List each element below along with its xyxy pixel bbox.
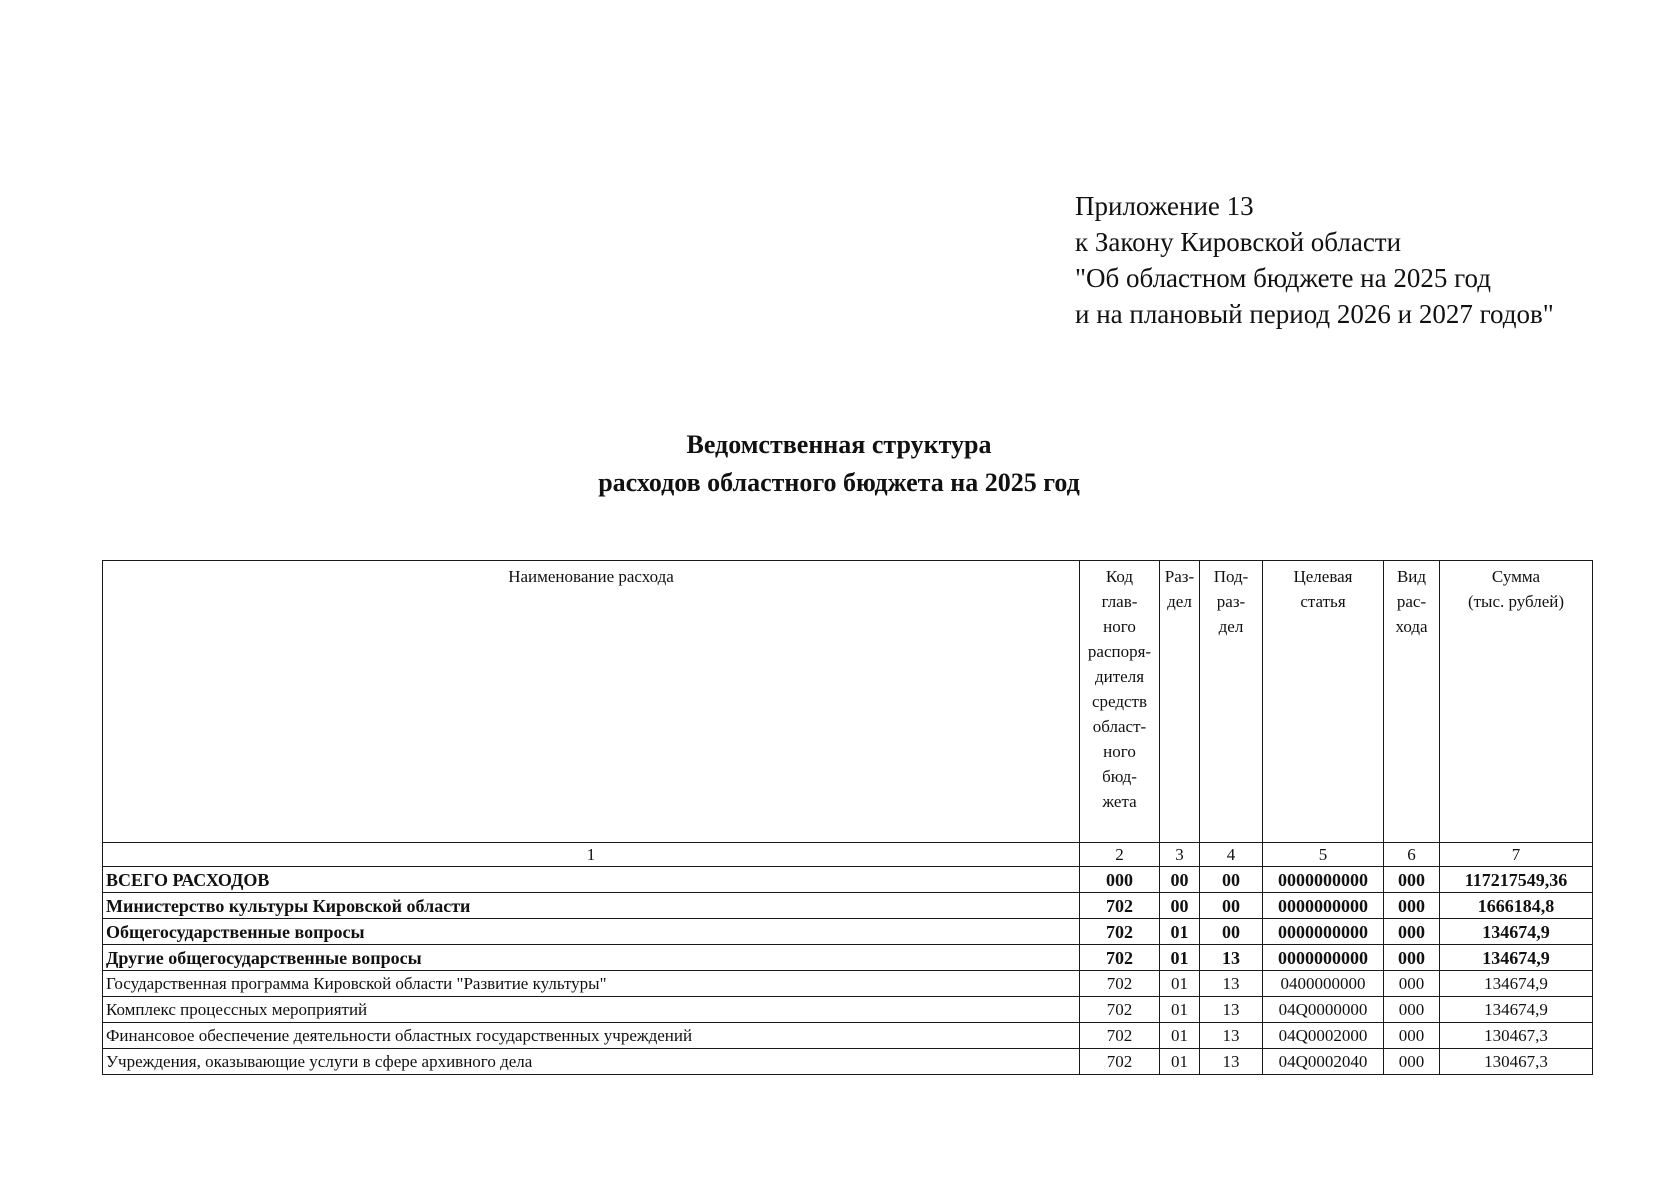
- table-row: [103, 1049, 1593, 1075]
- cell-section: 01: [1160, 971, 1200, 997]
- cell-name: Общегосударственные вопросы: [103, 919, 1080, 945]
- table-row: [103, 1023, 1593, 1049]
- cell-kind: 000: [1384, 867, 1440, 893]
- header-code-line: жета: [1102, 792, 1137, 811]
- cell-code: 702: [1080, 1049, 1160, 1075]
- header-amount-line: Сумма: [1491, 567, 1541, 586]
- header-kind: [1384, 561, 1440, 843]
- header-name: Наименование расхода: [103, 561, 1080, 843]
- expenditure-table: [102, 560, 1593, 1075]
- header-code-line: распоря-: [1087, 642, 1152, 661]
- cell-subsection: 13: [1200, 971, 1263, 997]
- header-code-line: ного: [1103, 617, 1136, 636]
- cell-code: 702: [1080, 997, 1160, 1023]
- header-code: [1080, 561, 1160, 843]
- header-code-line: ного: [1103, 742, 1136, 761]
- header-kind-line: Вид: [1396, 567, 1427, 586]
- cell-amount: 134674,9: [1440, 945, 1593, 971]
- cell-code: 702: [1080, 971, 1160, 997]
- cell-name: ВСЕГО РАСХОДОВ: [103, 867, 1080, 893]
- table-row: [103, 971, 1593, 997]
- cell-name: Комплекс процессных мероприятий: [103, 997, 1080, 1023]
- cell-kind: 000: [1384, 971, 1440, 997]
- column-number: 1: [103, 843, 1080, 867]
- cell-subsection: 13: [1200, 1049, 1263, 1075]
- cell-target: 0000000000: [1263, 867, 1384, 893]
- header-code-line: глав-: [1101, 592, 1138, 611]
- cell-subsection: 00: [1200, 919, 1263, 945]
- header-target: [1263, 561, 1384, 843]
- table-header-row: [103, 561, 1593, 843]
- table-row: [103, 919, 1593, 945]
- header-code-line: област-: [1092, 717, 1147, 736]
- cell-kind: 000: [1384, 997, 1440, 1023]
- cell-subsection: 13: [1200, 945, 1263, 971]
- cell-section: 01: [1160, 1049, 1200, 1075]
- column-number: 7: [1440, 843, 1593, 867]
- cell-amount: 1666184,8: [1440, 893, 1593, 919]
- header-section-line: дел: [1167, 592, 1192, 611]
- cell-kind: 000: [1384, 893, 1440, 919]
- cell-amount: 130467,3: [1440, 1023, 1593, 1049]
- cell-target: 0000000000: [1263, 945, 1384, 971]
- header-subsection-line: дел: [1218, 617, 1244, 636]
- cell-kind: 000: [1384, 945, 1440, 971]
- table-row: [103, 997, 1593, 1023]
- appendix-line-2: к Закону Кировской области: [1075, 227, 1402, 257]
- header-kind-line: рас-: [1396, 592, 1427, 611]
- header-code-line: бюд-: [1102, 767, 1137, 786]
- document-title: [0, 426, 1678, 502]
- column-number: 6: [1384, 843, 1440, 867]
- table-row: [103, 893, 1593, 919]
- cell-kind: 000: [1384, 1023, 1440, 1049]
- column-number: 2: [1080, 843, 1160, 867]
- cell-code: 702: [1080, 945, 1160, 971]
- cell-amount: 130467,3: [1440, 1049, 1593, 1075]
- cell-code: 702: [1080, 919, 1160, 945]
- column-number-row: [103, 843, 1593, 867]
- cell-amount: 134674,9: [1440, 997, 1593, 1023]
- header-kind-line: хода: [1395, 617, 1428, 636]
- cell-section: 00: [1160, 867, 1200, 893]
- header-code-line: дителя: [1094, 667, 1145, 686]
- header-subsection-line: раз-: [1216, 592, 1246, 611]
- cell-subsection: 00: [1200, 893, 1263, 919]
- cell-amount: 134674,9: [1440, 919, 1593, 945]
- cell-kind: 000: [1384, 919, 1440, 945]
- header-amount-line: (тыс. рублей): [1467, 592, 1565, 611]
- column-number: 3: [1160, 843, 1200, 867]
- column-number: 4: [1200, 843, 1263, 867]
- document-title-line-1: Ведомственная структура: [686, 430, 992, 459]
- cell-section: 01: [1160, 997, 1200, 1023]
- cell-amount: 134674,9: [1440, 971, 1593, 997]
- header-code-line: Код: [1105, 567, 1134, 586]
- cell-target: 04Q0002000: [1263, 1023, 1384, 1049]
- header-section-line: Раз-: [1164, 567, 1195, 586]
- header-target-line: статья: [1300, 592, 1346, 611]
- header-amount: [1440, 561, 1593, 843]
- cell-kind: 000: [1384, 1049, 1440, 1075]
- cell-target: 04Q0002040: [1263, 1049, 1384, 1075]
- cell-section: 01: [1160, 1023, 1200, 1049]
- cell-name: Государственная программа Кировской области "Развитие культуры": [103, 971, 1080, 997]
- header-subsection-line: Под-: [1213, 567, 1249, 586]
- cell-name: Другие общегосударственные вопросы: [103, 945, 1080, 971]
- cell-name: Министерство культуры Кировской области: [103, 893, 1080, 919]
- appendix-note: [1075, 188, 1554, 332]
- cell-code: 702: [1080, 1023, 1160, 1049]
- cell-target: 0000000000: [1263, 919, 1384, 945]
- cell-subsection: 00: [1200, 867, 1263, 893]
- cell-amount: 117217549,36: [1440, 867, 1593, 893]
- cell-code: 000: [1080, 867, 1160, 893]
- cell-section: 00: [1160, 893, 1200, 919]
- appendix-line-1: Приложение 13: [1075, 191, 1254, 221]
- cell-subsection: 13: [1200, 1023, 1263, 1049]
- header-subsection: [1200, 561, 1263, 843]
- cell-name: Учреждения, оказывающие услуги в сфере архивного дела: [103, 1049, 1080, 1075]
- document-title-line-2: расходов областного бюджета на 2025 год: [598, 468, 1080, 497]
- cell-section: 01: [1160, 945, 1200, 971]
- header-target-line: Целевая: [1293, 567, 1353, 586]
- column-number: 5: [1263, 843, 1384, 867]
- table-row: [103, 945, 1593, 971]
- cell-target: 0400000000: [1263, 971, 1384, 997]
- cell-target: 0000000000: [1263, 893, 1384, 919]
- cell-section: 01: [1160, 919, 1200, 945]
- cell-subsection: 13: [1200, 997, 1263, 1023]
- header-code-line: средств: [1091, 692, 1148, 711]
- appendix-line-3: "Об областном бюджете на 2025 год: [1075, 263, 1491, 293]
- header-section: [1160, 561, 1200, 843]
- appendix-line-4: и на плановый период 2026 и 2027 годов": [1075, 299, 1554, 329]
- table-row: [103, 867, 1593, 893]
- cell-code: 702: [1080, 893, 1160, 919]
- cell-target: 04Q0000000: [1263, 997, 1384, 1023]
- cell-name: Финансовое обеспечение деятельности областных государственных учреждений: [103, 1023, 1080, 1049]
